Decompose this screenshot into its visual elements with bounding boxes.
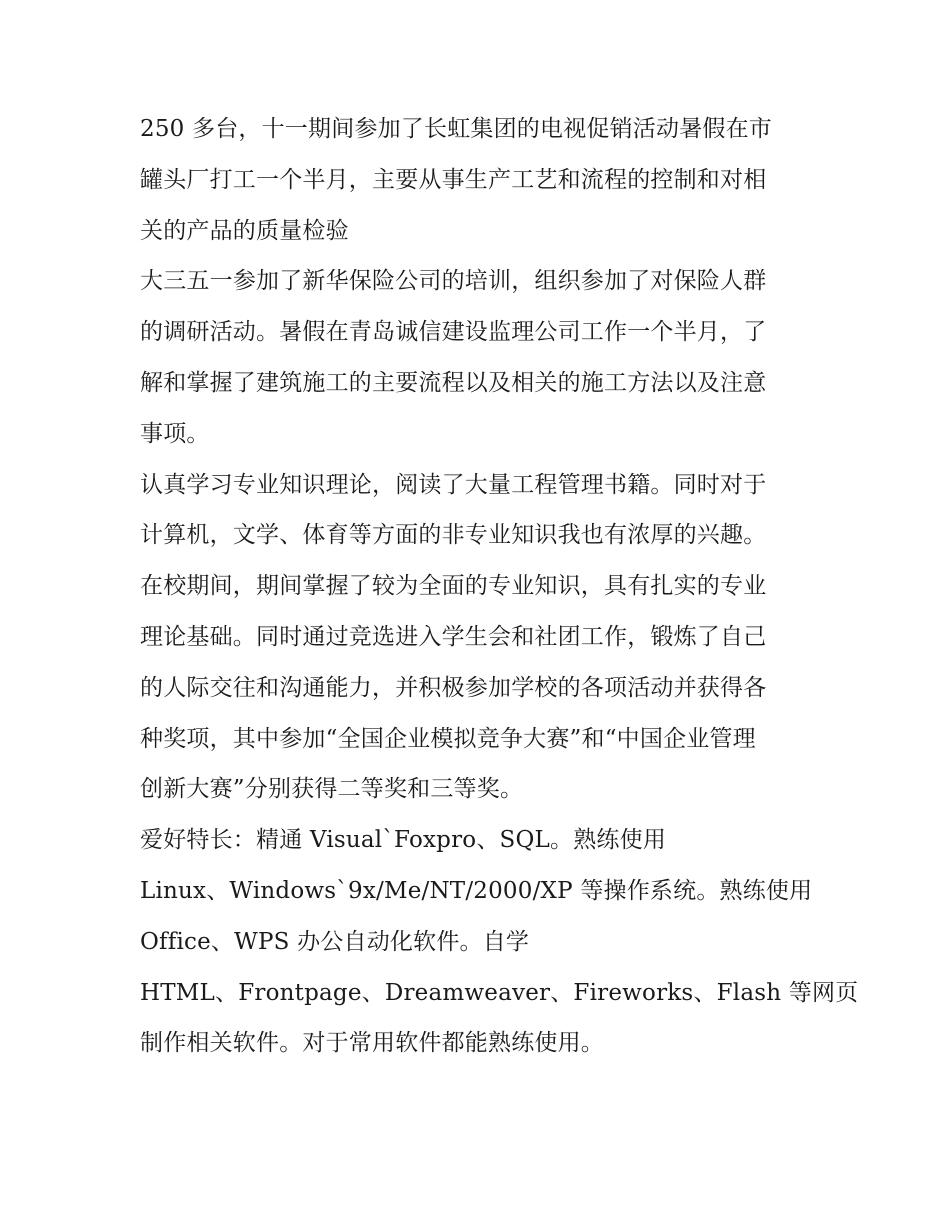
text-line: Linux、Windows`9x/Me/NT/2000/XP 等操作系统。熟练使用	[140, 877, 813, 904]
text-line: 的人际交往和沟通能力，并积极参加学校的各项活动并获得各	[140, 674, 767, 701]
text-line: 认真学习专业知识理论，阅读了大量工程管理书籍。同时对于	[140, 471, 767, 498]
text-line: HTML、Frontpage、Dreamweaver、Fireworks、Flash 等网页	[140, 979, 859, 1006]
text-line: 理论基础。同时通过竞选进入学生会和社团工作，锻炼了自己	[140, 623, 767, 650]
text-line: 解和掌握了建筑施工的主要流程以及相关的施工方法以及注意	[140, 369, 767, 396]
text-line: 大三五一参加了新华保险公司的培训，组织参加了对保险人群	[140, 268, 767, 295]
text-line: 在校期间，期间掌握了较为全面的专业知识，具有扎实的专业	[140, 573, 767, 600]
text-line: 种奖项，其中参加“全国企业模拟竞争大赛”和“中国企业管理	[140, 725, 756, 752]
text-line: 制作相关软件。对于常用软件都能熟练使用。	[140, 1030, 604, 1057]
text-line: 罐头厂打工一个半月，主要从事生产工艺和流程的控制和对相	[140, 166, 767, 193]
document-body	[140, 104, 859, 1069]
text-line: 关的产品的质量检验	[140, 217, 349, 244]
text-line: 创新大赛”分别获得二等奖和三等奖。	[140, 776, 524, 803]
text-line: Office、WPS 办公自动化软件。自学	[140, 928, 530, 955]
text-line: 250 多台，十一期间参加了长虹集团的电视促销活动暑假在市	[140, 116, 773, 142]
text-line: 的调研活动。暑假在青岛诚信建设监理公司工作一个半月，了	[140, 319, 767, 346]
text-line: 爱好特长：精通 Visual`Foxpro、SQL。熟练使用	[140, 827, 667, 854]
text-line: 事项。	[140, 420, 210, 447]
text-line: 计算机，文学、体育等方面的非专业知识我也有浓厚的兴趣。	[140, 522, 767, 549]
